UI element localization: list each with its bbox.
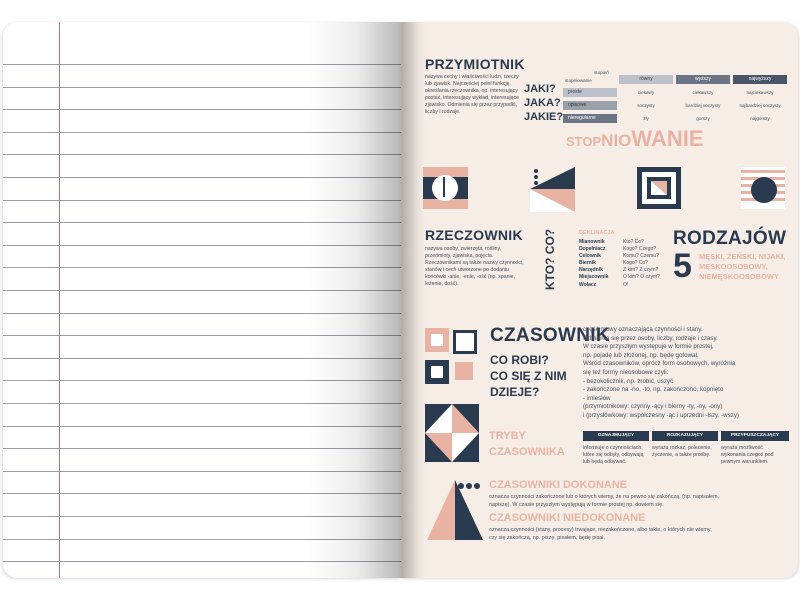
deklinacja-table [579,239,660,289]
triangles-dots-icon [427,480,483,540]
czasownik-line: np. pojadę lub złożonej, np. będę gotował. [583,351,699,359]
question-dzieje: DZIEJE? [490,385,540,399]
przymiotnik-title: PRZYMIOTNIK [425,56,525,72]
niedokonane-line: czy się zakończą, np. piszę, pisałem, będę pisał. [489,535,605,541]
grid-cell: gorszy [696,116,710,121]
case-question: Z kim? Z czym? [623,267,659,274]
rzeczownik-description: nazywa osoby, zwierzęta, rośliny, przedmioty, zjawiska, pojęcia. Rzeczownikami są także nazwy czynności, stanów i cech utworzone po dodaniu końcówki -anie, -enie, -ość (np. spanie, leżenie, dość). [425,246,524,287]
grid-cell: ciekawszy [692,90,714,95]
triangles-grid-icon [425,404,479,462]
case-name: Narzędnik [579,267,603,274]
niedokonane-title: CZASOWNIKI NIEDOKONANE [489,512,646,524]
grid-header-najwyzszy: najwyższy [733,75,787,84]
notebook-spread [3,22,798,578]
case-row [579,246,660,253]
tryb-oznajmujacy-text: informuje o czynnościach, które się odbyły, odbywają lub będą odbywać. [583,445,644,465]
przymiotnik-questions [524,82,563,124]
lined-page [3,22,401,578]
question-co-sie: CO SIĘ Z NIM [490,369,567,383]
czasownik-line: Odmienia się przez osoby, liczby, rodzaje i czasy. [583,334,718,342]
dokonane-line: oznacza czynności zakończone lub o których wiemy, że na pewno się zakończą. (np. napisałem, [489,494,720,500]
dokonane-line: napiszę). W czasie przyszłym występują w formie prostej np. dowiem się. [489,502,664,508]
dokonane-text [489,493,789,509]
nested-squares-icon [637,167,681,209]
czasownik-line: i (przysłówkowy: współczesny -ąc i uprzedni -łszy, -wszy) [583,411,739,419]
grid-cell: ciekawy [637,90,655,95]
czasownik-questions [490,352,567,400]
tryb-przypuszczajacy-tag: PRZYPUSZCZAJĄCY [721,431,789,441]
grid-cell: najbardziej soczysty [739,103,781,108]
grammar-cheatsheet-page [401,22,798,578]
rzeczownik-title: RZECZOWNIK [425,227,523,243]
grid-cell: najciekawszy [746,90,774,95]
margin-line [59,22,60,578]
czasownik-line: - imiesłów [583,394,611,402]
czasownik-description [583,326,793,421]
grid-header-wyzszy: wyższy [676,75,730,84]
grid-cell: najgorszy [750,116,770,121]
grid-cell: soczysty [637,103,655,108]
rodzaje-line: NIEMĘSKOOSOBOWY [699,272,780,281]
niedokonane-line: oznacza czynności (stany, procesy) trwające, niezakończone, albo takie, o których nie wiemy, [489,527,712,533]
czasownik-line: Wśród czasowników, oprócz form osobowych, wyróżnia [583,360,736,368]
rodzajow-number: 5 [673,247,693,285]
czasownik-line: - bezokolicznik, np. zrobić, uszyć [583,377,674,385]
stopniowanie-part-b: NIO [601,131,632,150]
tryby-line: CZASOWNIKA [489,446,565,458]
case-row [579,274,660,281]
czasownik-line: W czasie przyszłym występuje w formie prostej, [583,343,714,351]
spine-shadow [306,22,401,578]
czasownik-line: się też formy nieosobowe czyli: [583,368,669,376]
tryb-rozkazujacy-text: wyraża rozkaz, polecenie, życzenie, a także prośbę. [652,445,712,458]
striped-circle-icon [741,167,785,209]
grid-cell: bardziej soczysty [685,103,721,108]
tryb-przypuszczajacy-text: wyraża możliwość wykonania czegoś pod pewnym warunkiem. [721,445,774,465]
case-question: Kto? Co? [623,239,644,245]
czasownik-line: (przymiotnikowy: czynny -ący i bierny -ty, -ny, -ony) [583,403,723,411]
case-question: Komu? Czemu? [623,253,659,260]
dokonane-title: CZASOWNIKI DOKONANE [489,479,628,491]
triangle-dots-icon [530,167,575,212]
case-question: Kogo? Co? [623,260,649,267]
question-co-robi: CO ROBI? [490,353,549,367]
squares-grid-icon [425,328,479,384]
case-row [579,253,660,260]
case-name: Biernik [579,260,596,267]
tryby-line: TRYBY [489,430,526,442]
case-question: O! [623,281,629,288]
tryb-rozkazujacy-tag: ROZKAZUJĄCY [652,431,718,441]
rodzajow-title: RODZAJÓW [673,228,787,249]
case-row [579,282,660,289]
tryby-title [489,428,565,460]
rodzaje-list [699,252,785,282]
case-row [579,239,660,246]
grid-row-label-proste: proste [563,88,617,97]
czasownik-title: CZASOWNIK [490,325,610,346]
case-name: Miejscownik [579,274,609,281]
stopniowanie-title [566,128,704,153]
circle-square-icon [423,167,468,209]
case-name: Celownik [579,253,601,260]
czasownik-line: - zakończone na -no, -to, np. zakończono, kopnięto [583,386,724,394]
rodzaje-line: MĘSKI, ŻEŃSKI, NIJAKI, [699,252,786,261]
grid-corner-top: stopień [594,70,609,75]
case-row [579,260,660,267]
case-row [579,267,660,274]
stopniowanie-part-c: WANIE [631,126,704,151]
case-question: Kogo? Czego? [623,246,657,253]
case-question: O kim? O czym? [623,274,660,281]
grid-header-rowny: równy [619,75,673,84]
grid-cell: zły [643,116,649,121]
deklinacja-title: DEKLINACJA [579,230,615,236]
tryb-oznajmujacy-tag: OZNAJMUJĄCY [583,431,649,441]
rodzaje-line: MĘSKOOSOBOWY, [699,262,768,271]
stopniowanie-part-a: STOP [566,134,602,149]
grid-corner-bottom: stopniowanie [565,78,592,83]
case-name: Wołacz [579,281,597,288]
case-name: Mianownik [579,239,605,245]
spine-shadow-right [401,22,425,578]
grid-row-label-opisowe: opisowe [563,101,617,110]
question-jaki: JAKI? [524,83,556,95]
czasownik-line: część mowy oznaczająca czynności i stany. [583,326,703,333]
case-name: Dopełniacz [579,246,606,253]
kto-co-vertical: KTO? CO? [543,228,557,290]
grid-row-label-nieregularne: nieregularne [563,114,617,123]
przymiotnik-description: nazywa cechy i właściwości ludzi, rzeczy lub zjawisk. Najczęściej pełni funkcję określania rzeczownika, np. interesujący postać, interesujący wykład, interesujące zjawisko. Odmienia się przez przypadki, liczby i rodzaje. [425,74,519,115]
question-jakie: JAKIE? [524,111,564,123]
question-jaka: JAKA? [524,97,561,109]
niedokonane-text [489,526,789,542]
